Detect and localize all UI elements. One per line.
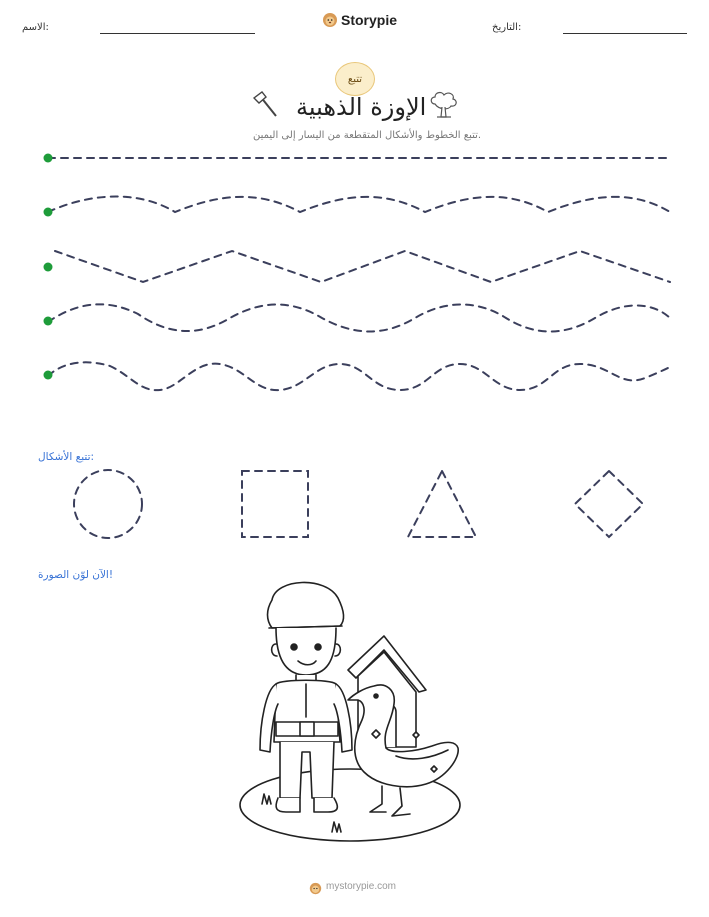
footer-brand — [309, 880, 396, 893]
start-dot — [44, 208, 53, 217]
date-label: التاريخ: — [492, 22, 522, 33]
shape-square — [242, 471, 308, 537]
start-dot — [44, 154, 53, 163]
tracing-line-deep-wave — [48, 362, 672, 390]
tracing-shapes[interactable] — [0, 460, 709, 550]
coloring-picture — [236, 572, 476, 847]
instruction-text: تتبع الخطوط والأشكال المتقطعة من اليسار إلى اليمين. — [253, 130, 482, 141]
shape-diamond — [575, 471, 643, 537]
lion-mascot-icon — [309, 880, 322, 893]
start-dot — [44, 263, 53, 272]
name-label: الاسم: — [22, 22, 49, 33]
tracing-lines[interactable] — [0, 0, 709, 400]
brand-name: Storypie — [341, 12, 398, 28]
shape-circle — [74, 470, 142, 538]
trace-badge: تتبع — [335, 62, 375, 96]
shape-triangle — [408, 471, 476, 537]
tracing-line-wave — [48, 304, 672, 331]
footer-url[interactable]: mystorypie.com — [326, 881, 397, 892]
tracing-line-zigzag — [55, 251, 670, 282]
start-dot — [44, 371, 53, 380]
start-dot — [44, 317, 53, 326]
tracing-line-gentle-wave — [48, 197, 670, 212]
coloring-section-label: الآن لوّن الصورة! — [38, 569, 114, 581]
shapes-section-label: تتبع الأشكال: — [38, 451, 95, 463]
worksheet-title: الإوزة الذهبية — [296, 93, 427, 121]
